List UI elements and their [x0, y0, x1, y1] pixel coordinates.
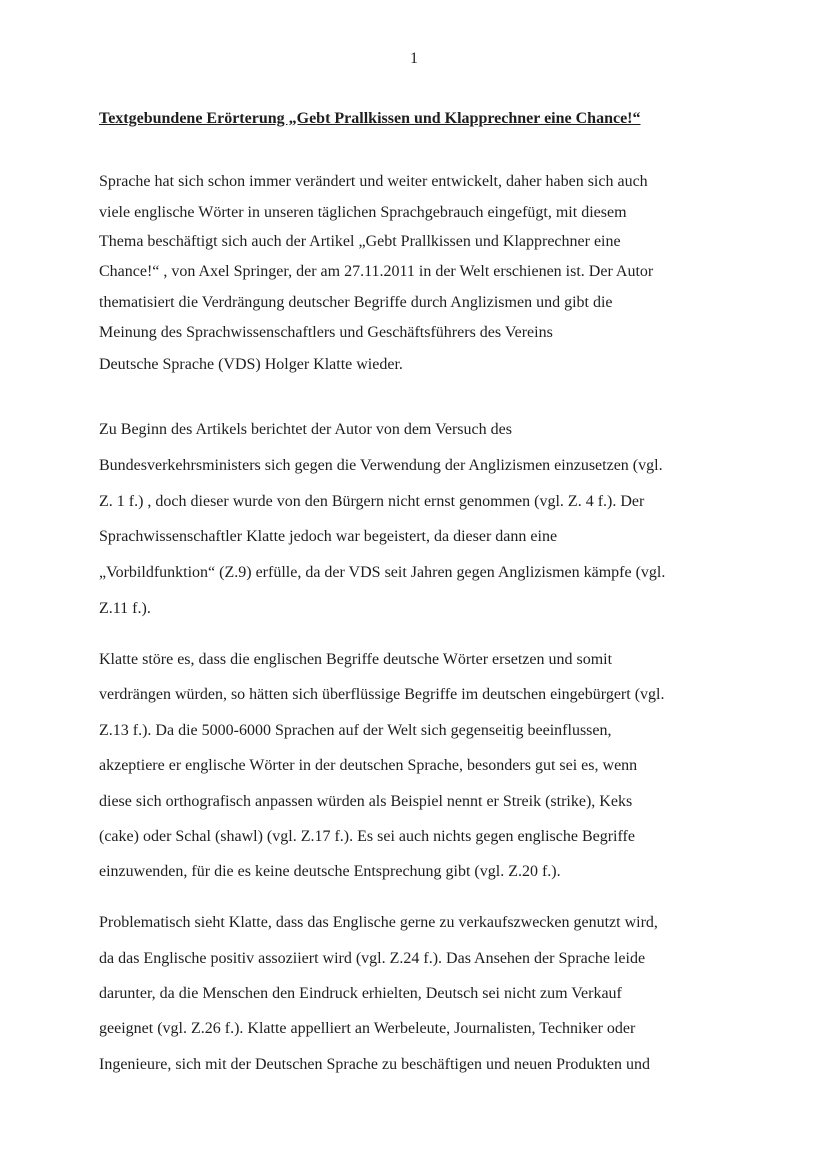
text-line: geeignet (vgl. Z.26 f.). Klatte appelliert an Werbeleute, Journalisten, Techniker oder [99, 1020, 636, 1037]
text-line: Zu Beginn des Artikels berichtet der Autor von dem Versuch des [99, 421, 512, 438]
text-line: verdrängen würden, so hätten sich überflüssige Begriffe im deutschen eingebürgert (vgl. [99, 686, 665, 703]
text-line: akzeptiere er englische Wörter in der deutschen Sprache, besonders gut sei es, wenn [99, 757, 638, 774]
text-line: Sprachwissenschaftler Klatte jedoch war begeistert, da dieser dann eine [99, 528, 558, 545]
text-line: Klatte störe es, dass die englischen Begriffe deutsche Wörter ersetzen und somit [99, 651, 613, 668]
text-line: Chance!“ , von Axel Springer, der am 27.11.2011 in der Welt erschienen ist. Der Autor [99, 263, 654, 280]
text-line: Ingenieure, sich mit der Deutschen Sprache zu beschäftigen und neuen Produkten und [99, 1056, 650, 1073]
text-line: viele englische Wörter in unseren täglichen Sprachgebrauch eingefügt, mit diesem [99, 204, 627, 221]
text-line: Sprache hat sich schon immer verändert und weiter entwickelt, daher haben sich auch [99, 173, 648, 190]
document-title: Textgebundene Erörterung „Gebt Prallkissen und Klapprechner eine Chance!“ [99, 110, 641, 127]
text-line: Z.11 f.). [99, 600, 151, 617]
text-line: darunter, da die Menschen den Eindruck erhielten, Deutsch sei nicht zum Verkauf [99, 985, 622, 1002]
text-line: Thema beschäftigt sich auch der Artikel „Gebt Prallkissen und Klapprechner eine [99, 233, 621, 250]
text-line: Z.13 f.). Da die 5000-6000 Sprachen auf der Welt sich gegenseitig beeinflussen, [99, 722, 612, 739]
text-line: Meinung des Sprachwissenschaftlers und Geschäftsführers des Vereins [99, 324, 553, 341]
text-line: Problematisch sieht Klatte, dass das Englische gerne zu verkaufszwecken genutzt wird, [99, 914, 658, 931]
text-line: einzuwenden, für die es keine deutsche Entsprechung gibt (vgl. Z.20 f.). [99, 863, 561, 880]
text-line: thematisiert die Verdrängung deutscher Begriffe durch Anglizismen und gibt die [99, 294, 613, 311]
text-line: Z. 1 f.) , doch dieser wurde von den Bürgern nicht ernst genommen (vgl. Z. 4 f.). Der [99, 493, 645, 510]
text-line: Deutsche Sprache (VDS) Holger Klatte wieder. [99, 356, 403, 373]
text-line: diese sich orthografisch anpassen würden als Beispiel nennt er Streik (strike), Keks [99, 793, 633, 810]
page-number: 1 [410, 50, 418, 67]
text-line: da das Englische positiv assoziiert wird (vgl. Z.24 f.). Das Ansehen der Sprache leide [99, 950, 646, 967]
text-line: (cake) oder Schal (shawl) (vgl. Z.17 f.). Es sei auch nichts gegen englische Begriffe [99, 828, 635, 845]
text-line: „Vorbildfunktion“ (Z.9) erfülle, da der VDS seit Jahren gegen Anglizismen kämpfe (vgl. [99, 564, 666, 581]
text-line: Bundesverkehrsministers sich gegen die Verwendung der Anglizismen einzusetzen (vgl. [99, 457, 663, 474]
